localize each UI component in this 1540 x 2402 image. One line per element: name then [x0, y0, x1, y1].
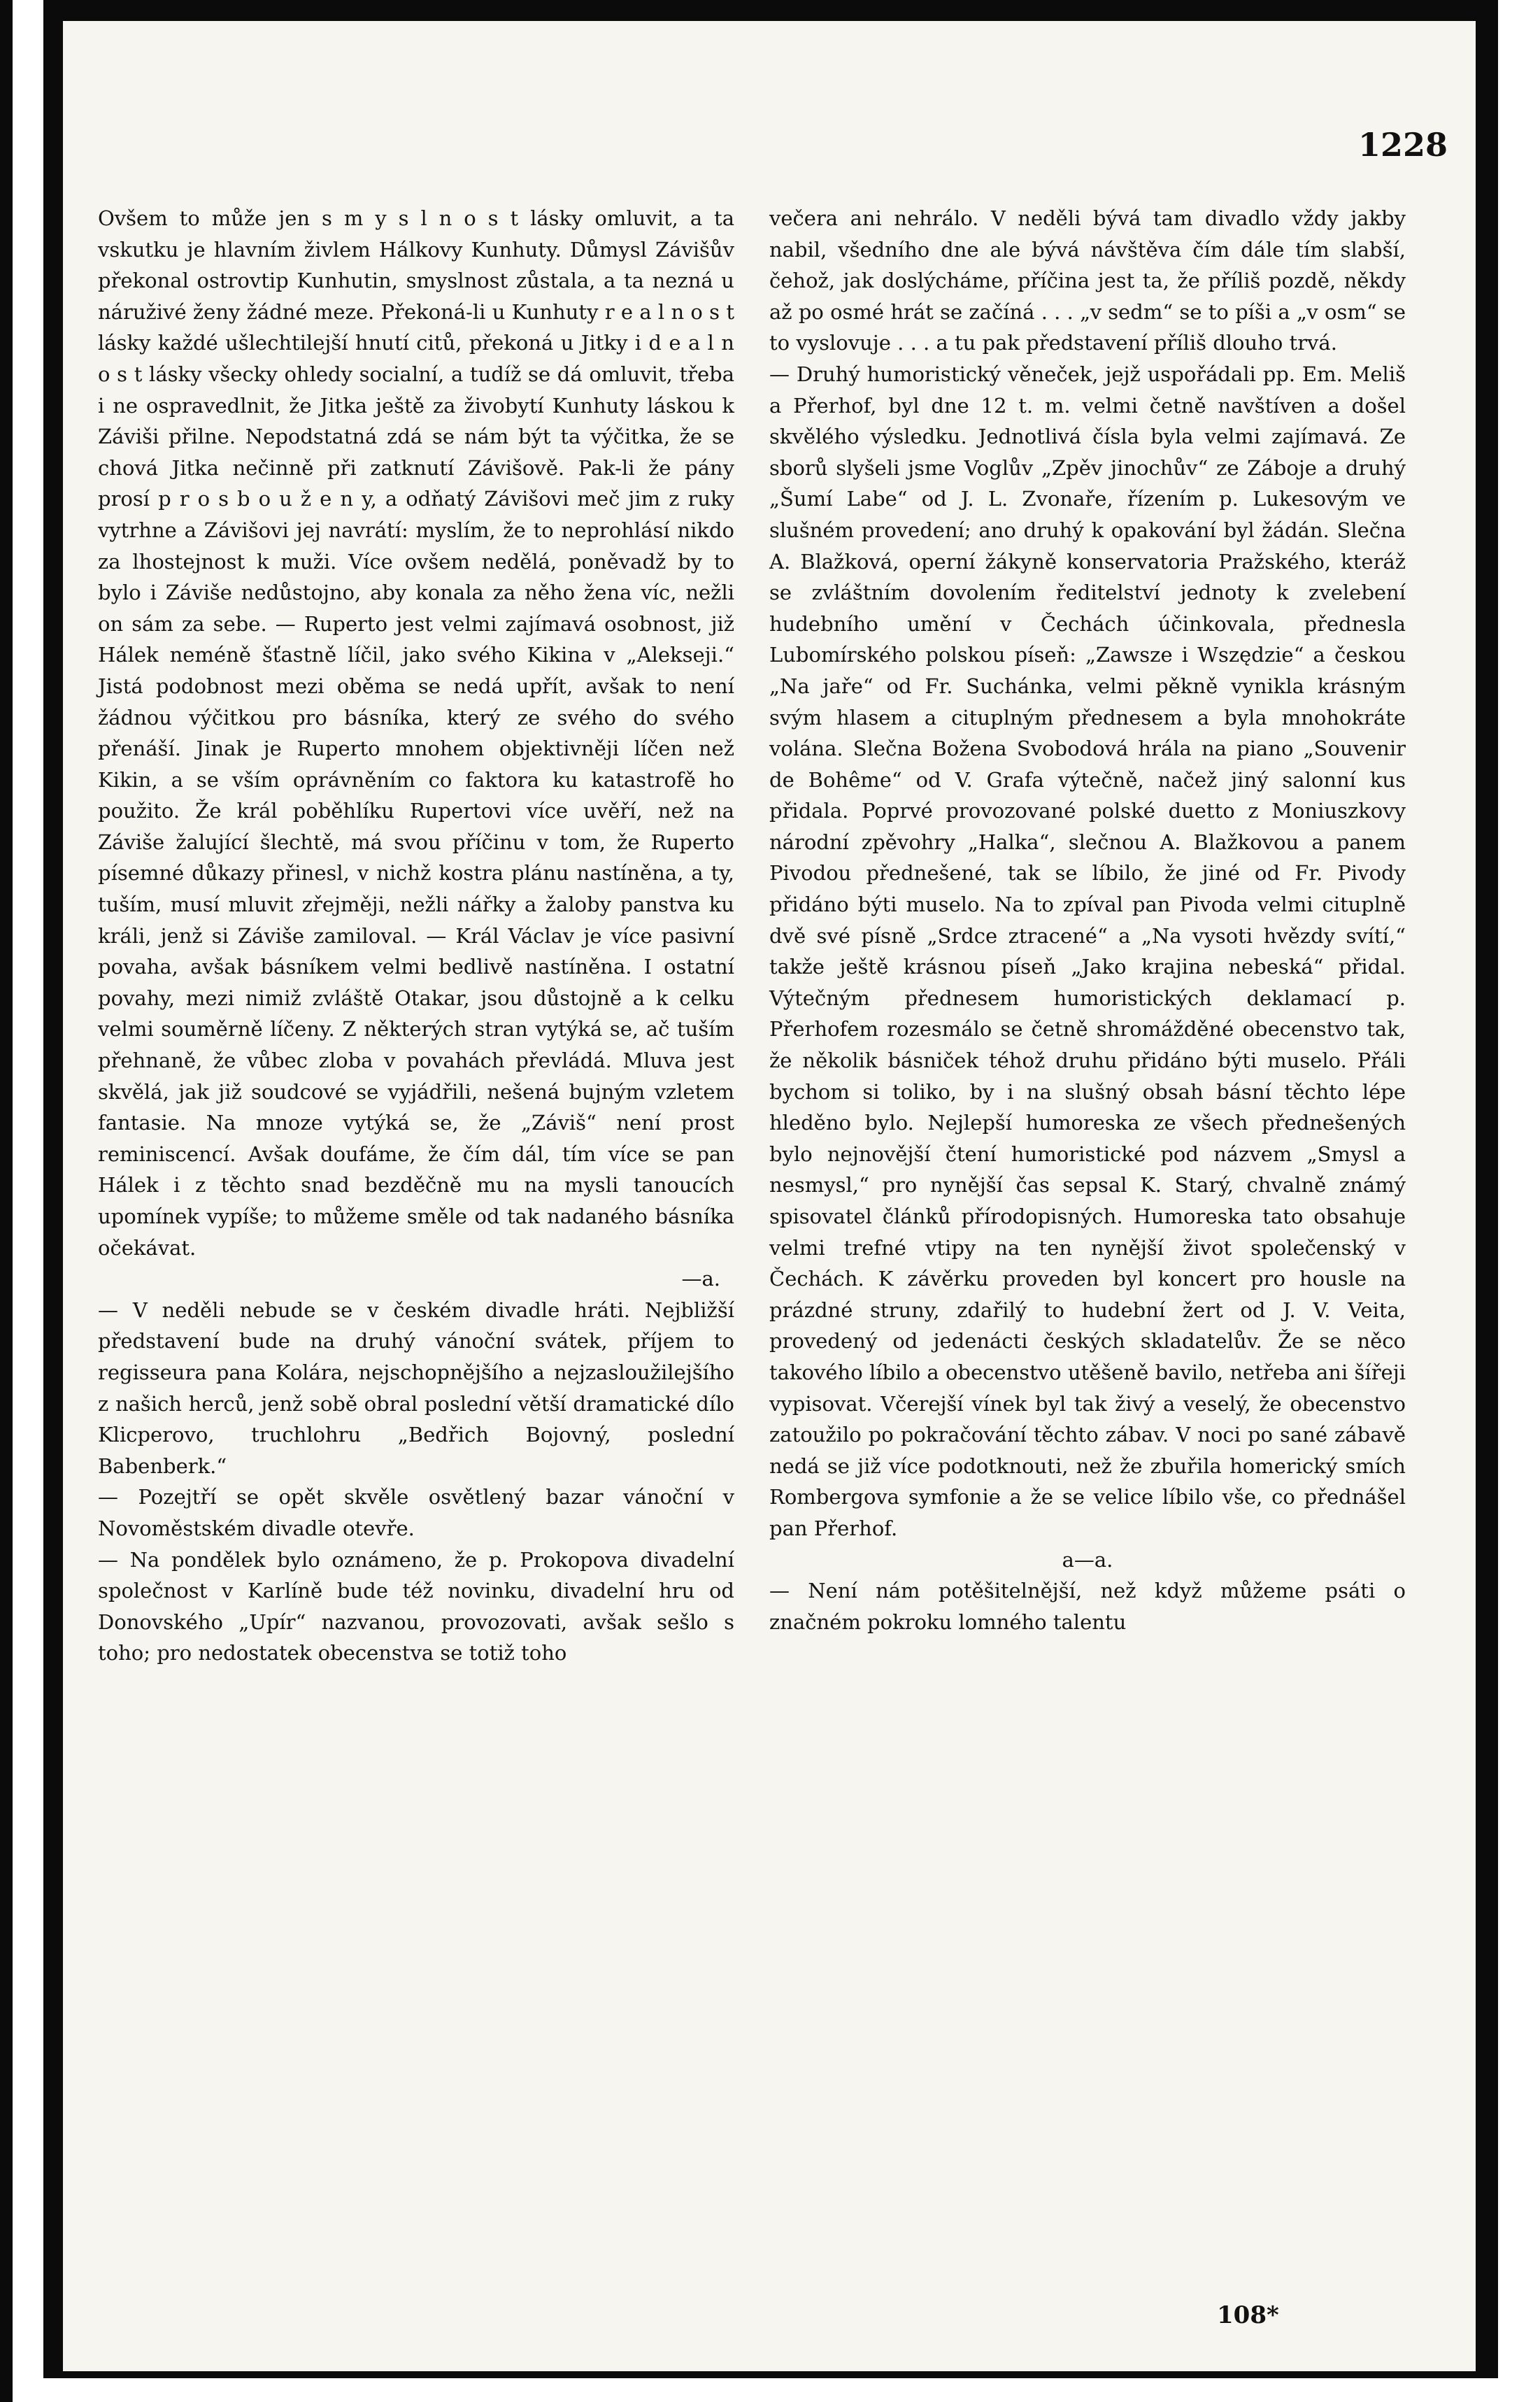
- left-paragraph-2: — V neděli nebude se v českém divadle hráti. Nejbližší představení bude na druhý vánoční svátek, příjem to regisseura pana Kolára, nejschopnějšího a nejzasloužilejšího z našich herců, jenž sobě obral poslední větší dramatické dílo Klicperovo, truchlohru „Bedřich Bojovný, poslední Babenberk.“: [98, 1298, 734, 1478]
- left-paragraph-3: — Pozejtří se opět skvěle osvětlený bazar vánoční v Novoměstském divadle otevře.: [98, 1485, 734, 1540]
- left-paragraph-4: — Na pondělek bylo oznámeno, že p. Prokopova divadelní společnost v Karlíně bude též novinku, divadelní hru od Donovského „Upír“ nazvanou, provozovati, avšak sešlo s toho; pro nedostatek obecenstva se totiž toho: [98, 1547, 734, 1665]
- scan-left-border: [0, 0, 13, 2402]
- right-paragraph-1: večera ani nehrálo. V neděli bývá tam divadlo vždy jakby nabil, všedního dne ale bývá návštěva čím dále tím slabší, čehož, jak doslýcháme, příčina jest ta, že příliš pozdě, někdy až po osmé hrát se začíná . . . „v sedm“ se to píši a „v osm“ se to vyslovuje . . . a tu pak představení příliš dlouho trvá.: [769, 206, 1406, 355]
- page-number: 1228: [1357, 126, 1448, 164]
- right-paragraph-3: — Není nám potěšitelnější, než když můžeme psáti o značném pokroku lomného talentu: [769, 1579, 1406, 1634]
- left-signature: —a.: [681, 1267, 720, 1291]
- sheet-signature-mark: 108*: [1217, 2301, 1279, 2329]
- right-column: [769, 203, 1406, 1637]
- left-paragraph-1: Ovšem to může jen s m y s l n o s t lásky omluvit, a ta vskutku je hlavním živlem Hálkovy Kunhuty. Důmysl Závišův překonal ostrovtip Kunhutin, smyslnost zůstala, a ta nezná u náruživé ženy žádné meze. Překoná-li u Kunhuty r e a l n o s t lásky každé ušlechtilejší hnutí citů, překoná u Jitky i d e a l n o s t lásky všecky ohledy socialní, a tudíž se dá omluvit, třeba i ne ospravedlnit, že Jitka ještě za živobytí Kunhuty láskou k Záviši přilne. Nepodstatná zdá se nám být ta výčitka, že se chová Jitka nečinně při zatknutí Závišově. Pak-li že pány prosí p r o s b o u ž e n y, a odňatý Závišovi meč jim z ruky vytrhne a Závišovi jej navrátí: myslím, že to neprohlásí nikdo za lhostejnost k muži. Více ovšem nedělá, poněvadž by to bylo i Záviše nedůstojno, aby konala za něho žena víc, nežli on sám za sebe. — Ruperto jest velmi zajímavá osobnost, již Hálek neméně šťastně líčil, jako svého Kikina v „Alekseji.“ Jistá podobnost mezi oběma se nedá upřít, avšak to není žádnou výčitkou pro básníka, který ze svého do svého přenáší. Jinak je Ruperto mnohem objektivněji líčen než Kikin, a se vším oprávněním co faktora ku katastrofě ho použito. Že král poběhlíku Rupertovi více uvěří, než na Záviše žalující šlechtě, má svou příčinu v tom, že Ruperto písemné důkazy přinesl, v nichž kostra plánu nastíněna, a ty, tuším, musí mluvit zřejměji, nežli nářky a žaloby panstva ku králi, jenž si Záviše zamiloval. — Král Václav je více pasivní povaha, avšak básníkem velmi bedlivě nastíněna. I ostatní povahy, mezi nimiž zvláště Otakar, jsou důstojně a k celku velmi souměrně líčeny. Z některých stran vytýká se, ač tuším přehnaně, že vůbec zloba v povahách převládá. Mluva jest skvělá, jak již soudcové se vyjádřili, nešená bujným vzletem fantasie. Na mnoze vytýká se, že „Záviš“ není prost reminiscencí. Avšak doufáme, že čím dál, tím více se pan Hálek i z těchto snad bezděčně mu na mysli tanoucích upomínek vypíše; to můžeme směle od tak nadaného básníka očekávat.: [98, 206, 734, 1260]
- left-column: [98, 203, 734, 1669]
- right-paragraph-2: — Druhý humoristický věneček, jejž uspořádali pp. Em. Meliš a Přerhof, byl dne 12 t. m. velmi četně navštíven a došel skvělého výsledku. Jednotlivá čísla byla velmi zajímavá. Ze sborů slyšeli jsme Voglův „Zpěv jinochův“ ze Záboje a druhý „Šumí Labe“ od J. L. Zvonaře, řízením p. Lukesovým ve slušném provedení; ano druhý k opakování byl žádán. Slečna A. Blažková, operní žákyně konservatoria Pražského, kteráž se zvláštním dovolením ředitelství jednoty k zvelebení hudebního umění v Čechách účinkovala, přednesla Lubomírského polskou píseň: „Zawsze i Wszędzie“ a českou „Na jaře“ od Fr. Suchánka, velmi pěkně vynikla krásným svým hlasem a citupl​ným přednesem a byla mnohokráte volána. Slečna Božena Svobodová hrála na piano „Souvenir de Bohême“ od V. Grafa výtečně, načež jiný salonní kus přidala. Poprvé provozované polské duetto z Moniuszkovy národní zpěvohry „Halka“, slečnou A. Blažkovou a panem Pivodou přednešené, tak se líbilo, že jiné od Fr. Pivody přidáno býti muselo. Na to zpíval pan Pivoda velmi citupl​ně dvě své písně „Srdce ztracené“ a „Na vysoti hvězdy svítí,“ takže ještě krásnou píseň „Jako krajina nebeská“ přidal. Výtečným přednesem humoristických deklamací p. Přerhofem rozesmálo se četně shromážděné obecenstvo tak, že několik básniček téhož druhu přidáno býti muselo. Přáli bychom si toliko, by i na slušný obsah básní těchto lépe hleděno bylo. Nejlepší humoreska ze všech přednešených bylo nejnovější čtení humoristické pod názvem „Smysl a nesmysl,“ pro nynější čas sepsal K. Starý, chvalně známý spisovatel článků přírodopisných. Humoreska tato obsahuje velmi trefné vtipy na ten nynější život společenský v Čechách. K závěrku proveden byl koncert pro housle na prázdné struny, zdařilý to hudební žert od J. V. Veita, provedený od jedenácti českých skladatelův. Že se něco takového líbilo a obecenstvo utěšeně bavilo, netřeba ani šířeji vypisovat. Včerejší vínek byl tak živý a veselý, že obecenstvo zatoužilo po pokračování těchto zábav. V noci po sané zábavě nedá se již více podotknouti, než že zbuřila homerický smích Rombergova symfonie a že se velice líbilo vše, co přednášel pan Přerhof.: [769, 362, 1406, 1540]
- right-signature: a—a.: [1062, 1547, 1113, 1572]
